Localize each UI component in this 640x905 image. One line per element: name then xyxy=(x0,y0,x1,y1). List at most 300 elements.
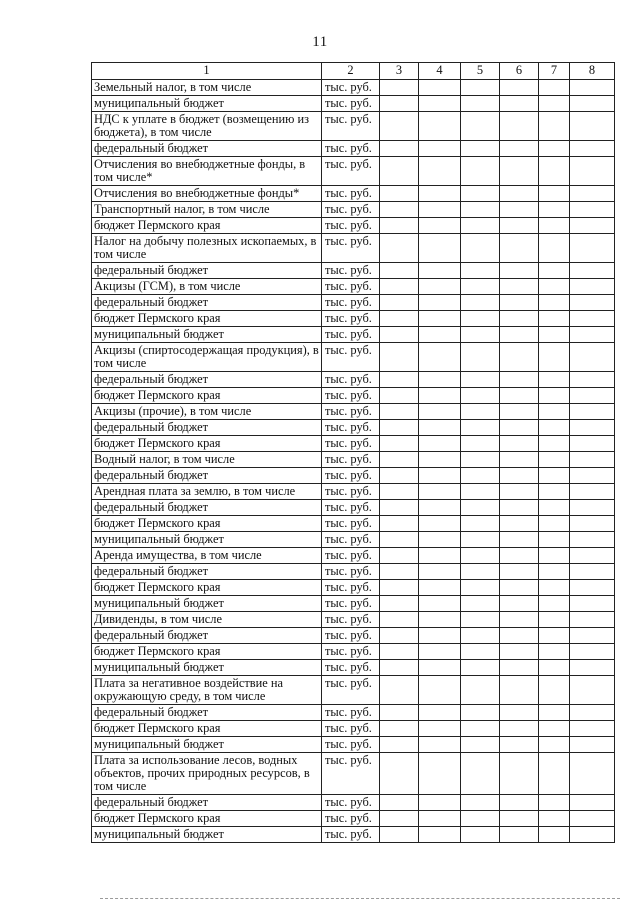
value-cell-col-5 xyxy=(461,388,500,404)
table-row xyxy=(92,737,615,753)
table-row xyxy=(92,500,615,516)
row-name-cell: Дивиденды, в том числе xyxy=(92,612,322,628)
row-name-cell: Акцизы (спиртосодержащая продукция), в том числе xyxy=(92,343,322,372)
header-cell: 7 xyxy=(539,63,570,80)
value-cell-col-4 xyxy=(419,295,461,311)
row-name-cell: федеральный бюджет xyxy=(92,468,322,484)
value-cell-col-4 xyxy=(419,311,461,327)
row-name-cell: бюджет Пермского края xyxy=(92,811,322,827)
value-cell-col-5 xyxy=(461,580,500,596)
value-cell-col-4 xyxy=(419,500,461,516)
row-unit-cell: тыс. руб. xyxy=(322,279,380,295)
value-cell-col-5 xyxy=(461,500,500,516)
value-cell-col-7 xyxy=(539,202,570,218)
value-cell-col-8 xyxy=(570,295,615,311)
header-cell: 8 xyxy=(570,63,615,80)
value-cell-col-4 xyxy=(419,737,461,753)
value-cell-col-7 xyxy=(539,596,570,612)
row-unit-cell: тыс. руб. xyxy=(322,660,380,676)
value-cell-col-8 xyxy=(570,753,615,795)
row-unit-cell: тыс. руб. xyxy=(322,676,380,705)
value-cell-col-4 xyxy=(419,795,461,811)
row-unit-cell: тыс. руб. xyxy=(322,295,380,311)
row-name-cell: федеральный бюджет xyxy=(92,564,322,580)
value-cell-col-6 xyxy=(500,564,539,580)
value-cell-col-4 xyxy=(419,202,461,218)
table-row xyxy=(92,596,615,612)
value-cell-col-6 xyxy=(500,404,539,420)
table-row xyxy=(92,96,615,112)
value-cell-col-7 xyxy=(539,721,570,737)
value-cell-col-3 xyxy=(380,827,419,843)
row-unit-cell: тыс. руб. xyxy=(322,452,380,468)
row-name-cell: муниципальный бюджет xyxy=(92,96,322,112)
row-name-cell: Акцизы (ГСМ), в том числе xyxy=(92,279,322,295)
value-cell-col-8 xyxy=(570,516,615,532)
value-cell-col-8 xyxy=(570,452,615,468)
value-cell-col-8 xyxy=(570,436,615,452)
value-cell-col-4 xyxy=(419,234,461,263)
value-cell-col-4 xyxy=(419,343,461,372)
value-cell-col-5 xyxy=(461,484,500,500)
value-cell-col-7 xyxy=(539,580,570,596)
value-cell-col-3 xyxy=(380,795,419,811)
value-cell-col-7 xyxy=(539,157,570,186)
value-cell-col-6 xyxy=(500,141,539,157)
value-cell-col-6 xyxy=(500,186,539,202)
row-unit-cell: тыс. руб. xyxy=(322,596,380,612)
value-cell-col-3 xyxy=(380,596,419,612)
value-cell-col-6 xyxy=(500,580,539,596)
value-cell-col-4 xyxy=(419,372,461,388)
row-name-cell: муниципальный бюджет xyxy=(92,737,322,753)
value-cell-col-3 xyxy=(380,644,419,660)
value-cell-col-3 xyxy=(380,372,419,388)
value-cell-col-3 xyxy=(380,580,419,596)
value-cell-col-6 xyxy=(500,295,539,311)
value-cell-col-6 xyxy=(500,500,539,516)
value-cell-col-7 xyxy=(539,753,570,795)
value-cell-col-8 xyxy=(570,564,615,580)
value-cell-col-7 xyxy=(539,811,570,827)
value-cell-col-6 xyxy=(500,372,539,388)
row-name-cell: бюджет Пермского края xyxy=(92,644,322,660)
value-cell-col-8 xyxy=(570,484,615,500)
row-unit-cell: тыс. руб. xyxy=(322,80,380,96)
value-cell-col-3 xyxy=(380,628,419,644)
value-cell-col-3 xyxy=(380,388,419,404)
row-name-cell: муниципальный бюджет xyxy=(92,532,322,548)
value-cell-col-7 xyxy=(539,705,570,721)
value-cell-col-4 xyxy=(419,263,461,279)
row-unit-cell: тыс. руб. xyxy=(322,263,380,279)
value-cell-col-7 xyxy=(539,628,570,644)
value-cell-col-6 xyxy=(500,628,539,644)
row-unit-cell: тыс. руб. xyxy=(322,186,380,202)
table-body xyxy=(92,80,615,843)
value-cell-col-4 xyxy=(419,484,461,500)
value-cell-col-6 xyxy=(500,112,539,141)
value-cell-col-6 xyxy=(500,484,539,500)
value-cell-col-5 xyxy=(461,263,500,279)
row-name-cell: муниципальный бюджет xyxy=(92,327,322,343)
value-cell-col-7 xyxy=(539,404,570,420)
value-cell-col-8 xyxy=(570,311,615,327)
value-cell-col-3 xyxy=(380,141,419,157)
value-cell-col-4 xyxy=(419,580,461,596)
value-cell-col-5 xyxy=(461,753,500,795)
value-cell-col-6 xyxy=(500,327,539,343)
row-name-cell: муниципальный бюджет xyxy=(92,827,322,843)
value-cell-col-7 xyxy=(539,295,570,311)
row-unit-cell: тыс. руб. xyxy=(322,644,380,660)
value-cell-col-4 xyxy=(419,141,461,157)
value-cell-col-3 xyxy=(380,295,419,311)
row-unit-cell: тыс. руб. xyxy=(322,612,380,628)
value-cell-col-3 xyxy=(380,279,419,295)
value-cell-col-5 xyxy=(461,420,500,436)
row-unit-cell: тыс. руб. xyxy=(322,548,380,564)
row-unit-cell: тыс. руб. xyxy=(322,795,380,811)
value-cell-col-4 xyxy=(419,827,461,843)
value-cell-col-7 xyxy=(539,327,570,343)
value-cell-col-5 xyxy=(461,218,500,234)
row-name-cell: федеральный бюджет xyxy=(92,141,322,157)
value-cell-col-5 xyxy=(461,564,500,580)
value-cell-col-7 xyxy=(539,112,570,141)
row-unit-cell: тыс. руб. xyxy=(322,372,380,388)
table-row xyxy=(92,372,615,388)
value-cell-col-3 xyxy=(380,234,419,263)
row-unit-cell: тыс. руб. xyxy=(322,343,380,372)
value-cell-col-7 xyxy=(539,218,570,234)
table-row xyxy=(92,468,615,484)
value-cell-col-8 xyxy=(570,580,615,596)
row-unit-cell: тыс. руб. xyxy=(322,404,380,420)
value-cell-col-4 xyxy=(419,753,461,795)
value-cell-col-3 xyxy=(380,112,419,141)
value-cell-col-5 xyxy=(461,372,500,388)
value-cell-col-8 xyxy=(570,795,615,811)
value-cell-col-6 xyxy=(500,234,539,263)
row-name-cell: Водный налог, в том числе xyxy=(92,452,322,468)
value-cell-col-3 xyxy=(380,436,419,452)
value-cell-col-4 xyxy=(419,660,461,676)
row-unit-cell: тыс. руб. xyxy=(322,218,380,234)
value-cell-col-3 xyxy=(380,721,419,737)
value-cell-col-8 xyxy=(570,327,615,343)
value-cell-col-4 xyxy=(419,420,461,436)
header-cell: 4 xyxy=(419,63,461,80)
value-cell-col-6 xyxy=(500,343,539,372)
table-row xyxy=(92,388,615,404)
table-row xyxy=(92,827,615,843)
row-name-cell: бюджет Пермского края xyxy=(92,516,322,532)
row-name-cell: Плата за негативное воздействие на окружающую среду, в том числе xyxy=(92,676,322,705)
row-name-cell: бюджет Пермского края xyxy=(92,580,322,596)
value-cell-col-5 xyxy=(461,827,500,843)
value-cell-col-5 xyxy=(461,811,500,827)
value-cell-col-8 xyxy=(570,811,615,827)
value-cell-col-7 xyxy=(539,388,570,404)
row-name-cell: федеральный бюджет xyxy=(92,263,322,279)
value-cell-col-4 xyxy=(419,327,461,343)
value-cell-col-5 xyxy=(461,644,500,660)
value-cell-col-7 xyxy=(539,532,570,548)
table-row xyxy=(92,311,615,327)
row-name-cell: муниципальный бюджет xyxy=(92,660,322,676)
row-unit-cell: тыс. руб. xyxy=(322,112,380,141)
value-cell-col-7 xyxy=(539,141,570,157)
value-cell-col-6 xyxy=(500,218,539,234)
value-cell-col-8 xyxy=(570,186,615,202)
value-cell-col-4 xyxy=(419,596,461,612)
value-cell-col-5 xyxy=(461,468,500,484)
value-cell-col-3 xyxy=(380,157,419,186)
table-row xyxy=(92,202,615,218)
row-name-cell: бюджет Пермского края xyxy=(92,388,322,404)
table-row xyxy=(92,186,615,202)
value-cell-col-7 xyxy=(539,612,570,628)
value-cell-col-8 xyxy=(570,388,615,404)
row-unit-cell: тыс. руб. xyxy=(322,157,380,186)
row-unit-cell: тыс. руб. xyxy=(322,420,380,436)
table-row xyxy=(92,753,615,795)
value-cell-col-8 xyxy=(570,263,615,279)
value-cell-col-6 xyxy=(500,676,539,705)
value-cell-col-3 xyxy=(380,516,419,532)
row-unit-cell: тыс. руб. xyxy=(322,311,380,327)
table-row xyxy=(92,580,615,596)
row-name-cell: федеральный бюджет xyxy=(92,500,322,516)
value-cell-col-3 xyxy=(380,564,419,580)
value-cell-col-5 xyxy=(461,548,500,564)
value-cell-col-3 xyxy=(380,263,419,279)
value-cell-col-8 xyxy=(570,628,615,644)
value-cell-col-3 xyxy=(380,452,419,468)
row-name-cell: Плата за использование лесов, водных объектов, прочих природных ресурсов, в том числе xyxy=(92,753,322,795)
value-cell-col-8 xyxy=(570,548,615,564)
value-cell-col-8 xyxy=(570,532,615,548)
footer-divider xyxy=(100,898,620,900)
value-cell-col-6 xyxy=(500,596,539,612)
value-cell-col-3 xyxy=(380,737,419,753)
value-cell-col-7 xyxy=(539,372,570,388)
table-row xyxy=(92,644,615,660)
value-cell-col-4 xyxy=(419,404,461,420)
table-row xyxy=(92,532,615,548)
value-cell-col-8 xyxy=(570,721,615,737)
value-cell-col-4 xyxy=(419,516,461,532)
table-row xyxy=(92,795,615,811)
value-cell-col-7 xyxy=(539,263,570,279)
value-cell-col-7 xyxy=(539,96,570,112)
header-cell: 1 xyxy=(92,63,322,80)
value-cell-col-5 xyxy=(461,596,500,612)
value-cell-col-7 xyxy=(539,500,570,516)
row-unit-cell: тыс. руб. xyxy=(322,234,380,263)
value-cell-col-4 xyxy=(419,112,461,141)
table-row xyxy=(92,218,615,234)
value-cell-col-5 xyxy=(461,279,500,295)
value-cell-col-5 xyxy=(461,327,500,343)
row-unit-cell: тыс. руб. xyxy=(322,500,380,516)
table-row xyxy=(92,436,615,452)
row-unit-cell: тыс. руб. xyxy=(322,484,380,500)
row-name-cell: бюджет Пермского края xyxy=(92,436,322,452)
value-cell-col-6 xyxy=(500,80,539,96)
header-cell: 2 xyxy=(322,63,380,80)
value-cell-col-3 xyxy=(380,484,419,500)
table-row xyxy=(92,295,615,311)
value-cell-col-7 xyxy=(539,186,570,202)
value-cell-col-6 xyxy=(500,157,539,186)
value-cell-col-8 xyxy=(570,404,615,420)
row-name-cell: Налог на добычу полезных ископаемых, в том числе xyxy=(92,234,322,263)
value-cell-col-3 xyxy=(380,218,419,234)
table-row xyxy=(92,157,615,186)
table-row xyxy=(92,705,615,721)
value-cell-col-7 xyxy=(539,311,570,327)
value-cell-col-8 xyxy=(570,596,615,612)
table-row xyxy=(92,612,615,628)
value-cell-col-7 xyxy=(539,676,570,705)
table-row xyxy=(92,327,615,343)
value-cell-col-4 xyxy=(419,532,461,548)
value-cell-col-4 xyxy=(419,80,461,96)
value-cell-col-8 xyxy=(570,827,615,843)
value-cell-col-5 xyxy=(461,705,500,721)
page-number: 11 xyxy=(312,34,328,50)
value-cell-col-8 xyxy=(570,141,615,157)
value-cell-col-3 xyxy=(380,676,419,705)
value-cell-col-6 xyxy=(500,795,539,811)
table-row xyxy=(92,404,615,420)
row-name-cell: федеральный бюджет xyxy=(92,795,322,811)
value-cell-col-8 xyxy=(570,96,615,112)
row-unit-cell: тыс. руб. xyxy=(322,532,380,548)
value-cell-col-3 xyxy=(380,96,419,112)
value-cell-col-3 xyxy=(380,468,419,484)
row-unit-cell: тыс. руб. xyxy=(322,811,380,827)
value-cell-col-7 xyxy=(539,279,570,295)
value-cell-col-6 xyxy=(500,612,539,628)
row-unit-cell: тыс. руб. xyxy=(322,516,380,532)
value-cell-col-4 xyxy=(419,705,461,721)
value-cell-col-7 xyxy=(539,564,570,580)
row-unit-cell: тыс. руб. xyxy=(322,388,380,404)
value-cell-col-5 xyxy=(461,141,500,157)
value-cell-col-7 xyxy=(539,468,570,484)
value-cell-col-6 xyxy=(500,452,539,468)
value-cell-col-7 xyxy=(539,234,570,263)
value-cell-col-5 xyxy=(461,311,500,327)
table-row xyxy=(92,676,615,705)
value-cell-col-3 xyxy=(380,202,419,218)
value-cell-col-4 xyxy=(419,218,461,234)
value-cell-col-7 xyxy=(539,795,570,811)
value-cell-col-6 xyxy=(500,753,539,795)
row-name-cell: Отчисления во внебюджетные фонды, в том числе* xyxy=(92,157,322,186)
value-cell-col-7 xyxy=(539,737,570,753)
table-row xyxy=(92,420,615,436)
value-cell-col-6 xyxy=(500,737,539,753)
value-cell-col-4 xyxy=(419,436,461,452)
value-cell-col-4 xyxy=(419,644,461,660)
value-cell-col-6 xyxy=(500,420,539,436)
value-cell-col-7 xyxy=(539,420,570,436)
value-cell-col-5 xyxy=(461,660,500,676)
row-name-cell: Отчисления во внебюджетные фонды* xyxy=(92,186,322,202)
value-cell-col-7 xyxy=(539,548,570,564)
value-cell-col-7 xyxy=(539,436,570,452)
table-row xyxy=(92,811,615,827)
value-cell-col-3 xyxy=(380,311,419,327)
value-cell-col-7 xyxy=(539,644,570,660)
row-name-cell: муниципальный бюджет xyxy=(92,596,322,612)
row-name-cell: Аренда имущества, в том числе xyxy=(92,548,322,564)
value-cell-col-8 xyxy=(570,343,615,372)
table-row xyxy=(92,628,615,644)
row-name-cell: Транспортный налог, в том числе xyxy=(92,202,322,218)
value-cell-col-6 xyxy=(500,436,539,452)
row-name-cell: Земельный налог, в том числе xyxy=(92,80,322,96)
value-cell-col-4 xyxy=(419,388,461,404)
value-cell-col-3 xyxy=(380,186,419,202)
row-name-cell: бюджет Пермского края xyxy=(92,218,322,234)
row-unit-cell: тыс. руб. xyxy=(322,580,380,596)
row-name-cell: Арендная плата за землю, в том числе xyxy=(92,484,322,500)
value-cell-col-5 xyxy=(461,404,500,420)
row-unit-cell: тыс. руб. xyxy=(322,721,380,737)
row-unit-cell: тыс. руб. xyxy=(322,564,380,580)
value-cell-col-3 xyxy=(380,811,419,827)
value-cell-col-6 xyxy=(500,811,539,827)
value-cell-col-6 xyxy=(500,96,539,112)
value-cell-col-5 xyxy=(461,436,500,452)
value-cell-col-6 xyxy=(500,311,539,327)
table-row xyxy=(92,721,615,737)
row-unit-cell: тыс. руб. xyxy=(322,628,380,644)
table-row xyxy=(92,548,615,564)
value-cell-col-6 xyxy=(500,548,539,564)
value-cell-col-5 xyxy=(461,112,500,141)
value-cell-col-4 xyxy=(419,628,461,644)
table-row xyxy=(92,112,615,141)
value-cell-col-6 xyxy=(500,468,539,484)
row-name-cell: федеральный бюджет xyxy=(92,705,322,721)
value-cell-col-7 xyxy=(539,660,570,676)
value-cell-col-3 xyxy=(380,343,419,372)
value-cell-col-7 xyxy=(539,343,570,372)
value-cell-col-8 xyxy=(570,676,615,705)
value-cell-col-8 xyxy=(570,500,615,516)
value-cell-col-5 xyxy=(461,96,500,112)
row-name-cell: федеральный бюджет xyxy=(92,372,322,388)
value-cell-col-7 xyxy=(539,516,570,532)
row-unit-cell: тыс. руб. xyxy=(322,327,380,343)
value-cell-col-8 xyxy=(570,234,615,263)
value-cell-col-6 xyxy=(500,660,539,676)
budget-table xyxy=(91,62,615,843)
value-cell-col-3 xyxy=(380,420,419,436)
value-cell-col-6 xyxy=(500,279,539,295)
value-cell-col-3 xyxy=(380,612,419,628)
value-cell-col-3 xyxy=(380,705,419,721)
header-cell: 5 xyxy=(461,63,500,80)
value-cell-col-5 xyxy=(461,795,500,811)
value-cell-col-6 xyxy=(500,827,539,843)
